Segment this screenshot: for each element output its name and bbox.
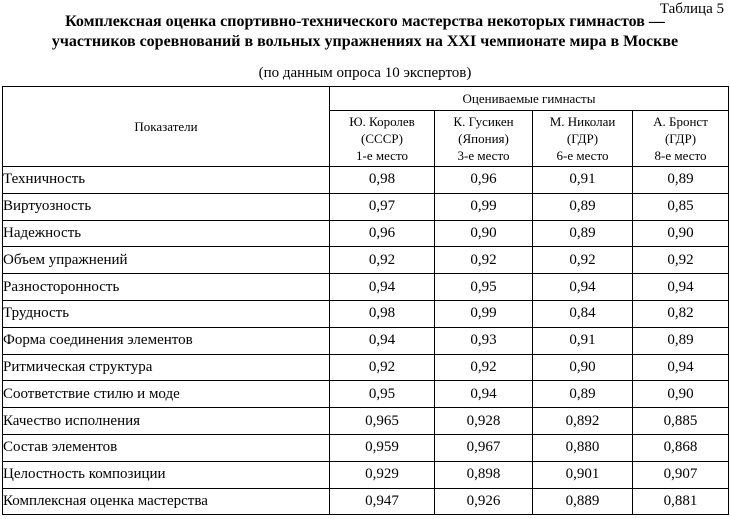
table-row xyxy=(3,381,729,408)
assessment-table xyxy=(2,86,729,515)
table-row xyxy=(3,300,729,327)
indicator-label: Трудность xyxy=(3,300,330,327)
score-cell: 0,947 xyxy=(330,488,435,515)
gymnast-name: Ю. Королев xyxy=(349,114,415,129)
score-cell: 0,92 xyxy=(633,247,729,274)
score-cell: 0,94 xyxy=(435,381,533,408)
indicator-label: Разносторонность xyxy=(3,274,330,301)
score-cell: 0,965 xyxy=(330,408,435,435)
gymnast-place: 6-е место xyxy=(556,148,609,163)
indicator-label: Качество исполнения xyxy=(3,408,330,435)
score-cell: 0,84 xyxy=(533,300,633,327)
gymnast-header xyxy=(435,111,533,167)
indicator-label: Соответствие стилю и моде xyxy=(3,381,330,408)
gymnast-header xyxy=(330,111,435,167)
table-row xyxy=(3,327,729,354)
score-cell: 0,92 xyxy=(533,247,633,274)
indicator-label: Состав элементов xyxy=(3,434,330,461)
gymnast-header xyxy=(633,111,729,167)
score-cell: 0,967 xyxy=(435,434,533,461)
gymnast-name: К. Гусикен xyxy=(453,114,514,129)
score-cell: 0,885 xyxy=(633,408,729,435)
score-cell: 0,926 xyxy=(435,488,533,515)
score-cell: 0,90 xyxy=(435,220,533,247)
score-cell: 0,85 xyxy=(633,193,729,220)
gymnast-country: (Япония) xyxy=(458,131,509,146)
score-cell: 0,94 xyxy=(330,274,435,301)
score-cell: 0,98 xyxy=(330,167,435,194)
score-cell: 0,92 xyxy=(435,354,533,381)
score-cell: 0,907 xyxy=(633,461,729,488)
indicator-label: Виртуозность xyxy=(3,193,330,220)
table-row xyxy=(3,434,729,461)
indicator-label: Ритмическая структура xyxy=(3,354,330,381)
score-cell: 0,95 xyxy=(330,381,435,408)
gymnast-country: (ГДР) xyxy=(566,131,599,146)
gymnast-place: 8-е место xyxy=(654,148,707,163)
score-cell: 0,892 xyxy=(533,408,633,435)
gymnast-header xyxy=(533,111,633,167)
table-subtitle: (по данным опроса 10 экспертов) xyxy=(258,65,472,81)
indicator-label: Объем упражнений xyxy=(3,247,330,274)
table-row xyxy=(3,167,729,194)
score-cell: 0,94 xyxy=(633,354,729,381)
gymnast-name: А. Бронст xyxy=(653,114,708,129)
table-row xyxy=(3,354,729,381)
score-cell: 0,898 xyxy=(435,461,533,488)
score-cell: 0,889 xyxy=(533,488,633,515)
score-cell: 0,91 xyxy=(533,327,633,354)
table-body xyxy=(3,167,729,515)
indicator-label: Техничность xyxy=(3,167,330,194)
score-cell: 0,868 xyxy=(633,434,729,461)
score-cell: 0,94 xyxy=(533,274,633,301)
gymnast-country: (СССР) xyxy=(361,131,403,146)
gymnast-name: М. Николаи xyxy=(549,114,616,129)
score-cell: 0,94 xyxy=(330,327,435,354)
score-cell: 0,94 xyxy=(633,274,729,301)
score-cell: 0,90 xyxy=(533,354,633,381)
score-cell: 0,880 xyxy=(533,434,633,461)
score-cell: 0,881 xyxy=(633,488,729,515)
score-cell: 0,99 xyxy=(435,300,533,327)
score-cell: 0,89 xyxy=(633,167,729,194)
score-cell: 0,96 xyxy=(330,220,435,247)
score-cell: 0,89 xyxy=(533,381,633,408)
score-cell: 0,98 xyxy=(330,300,435,327)
indicator-label: Форма соединения элементов xyxy=(3,327,330,354)
score-cell: 0,95 xyxy=(435,274,533,301)
score-cell: 0,89 xyxy=(533,220,633,247)
score-cell: 0,92 xyxy=(330,354,435,381)
title-line-2: участников соревнований в вольных упражнениях на XXI чемпионате мира в Москве xyxy=(51,33,679,50)
score-cell: 0,91 xyxy=(533,167,633,194)
gymnast-country: (ГДР) xyxy=(664,131,697,146)
title-line-1: Комплексная оценка спортивно-технического мастерства некоторых гимнастов — xyxy=(65,13,665,30)
score-cell: 0,99 xyxy=(435,193,533,220)
table-row xyxy=(3,193,729,220)
score-cell: 0,96 xyxy=(435,167,533,194)
table-number: Таблица 5 xyxy=(659,1,724,17)
header-indicators: Показатели xyxy=(3,87,330,167)
gymnast-place: 1-е место xyxy=(356,148,408,163)
score-cell: 0,90 xyxy=(633,220,729,247)
table-row xyxy=(3,461,729,488)
score-cell: 0,92 xyxy=(435,247,533,274)
score-cell: 0,89 xyxy=(633,327,729,354)
indicator-label: Целостность композиции xyxy=(3,461,330,488)
score-cell: 0,901 xyxy=(533,461,633,488)
table-title xyxy=(0,12,730,52)
indicator-label: Комплексная оценка мастерства xyxy=(3,488,330,515)
score-cell: 0,97 xyxy=(330,193,435,220)
header-gymnasts-group: Оцениваемые гимнасты xyxy=(330,87,729,111)
score-cell: 0,93 xyxy=(435,327,533,354)
table-row xyxy=(3,408,729,435)
table-row xyxy=(3,220,729,247)
score-cell: 0,82 xyxy=(633,300,729,327)
indicator-label: Надежность xyxy=(3,220,330,247)
gymnast-place: 3-е место xyxy=(457,148,510,163)
score-cell: 0,928 xyxy=(435,408,533,435)
score-cell: 0,92 xyxy=(330,247,435,274)
table-row xyxy=(3,488,729,515)
score-cell: 0,89 xyxy=(533,193,633,220)
score-cell: 0,929 xyxy=(330,461,435,488)
table-row xyxy=(3,247,729,274)
score-cell: 0,90 xyxy=(633,381,729,408)
table-row xyxy=(3,274,729,301)
score-cell: 0,959 xyxy=(330,434,435,461)
